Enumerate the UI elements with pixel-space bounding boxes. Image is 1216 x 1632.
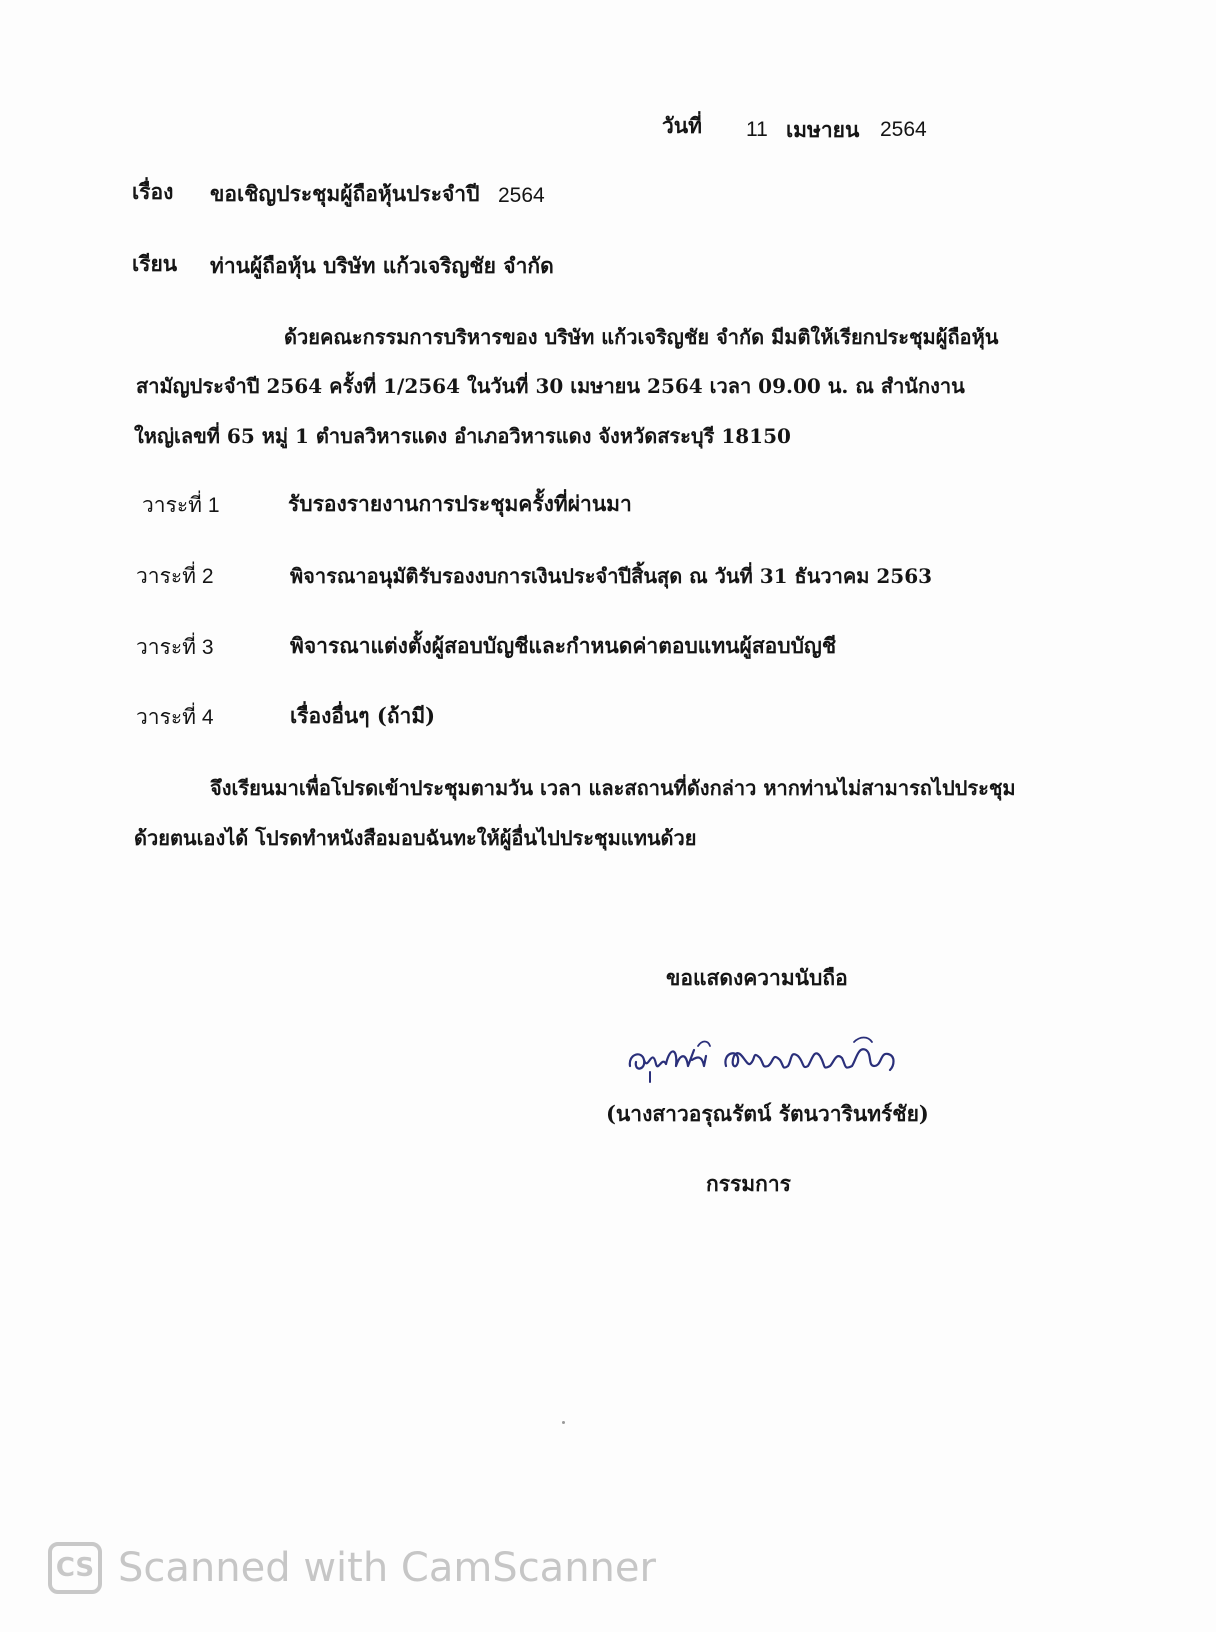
subject-year: 2564 — [498, 184, 545, 207]
body-line-3: ใหญ่เลขที่ 65 หมู่ 1 ตำบลวิหารแดง อำเภอวิหารแดง จังหวัดสระบุรี 18150 — [134, 424, 791, 448]
body-line-2: สามัญประจำปี 2564 ครั้งที่ 1/2564 ในวันที่ 30 เมษายน 2564 เวลา 09.00 น. ณ สำนักงาน — [136, 374, 965, 398]
date-year: 2564 — [880, 118, 927, 141]
date-day: 11 — [746, 118, 768, 141]
camscanner-logo-text: CS — [55, 1553, 95, 1583]
closing-line-2: ด้วยตนเองได้ โปรดทำหนังสือมอบฉันทะให้ผู้อื่นไปประชุมแทนด้วย — [134, 826, 697, 850]
agenda-text-2: พิจารณาอนุมัติรับรองงบการเงินประจำปีสิ้นสุด ณ วันที่ 31 ธันวาคม 2563 — [290, 564, 933, 588]
scan-speck — [562, 1421, 565, 1424]
agenda-text-3: พิจารณาแต่งตั้งผู้สอบบัญชีและกำหนดค่าตอบแทนผู้สอบบัญชี — [290, 633, 837, 658]
closing-line-1: จึงเรียนมาเพื่อโปรดเข้าประชุมตามวัน เวลา และสถานที่ดังกล่าว หากท่านไม่สามารถไปประชุม — [210, 776, 1016, 800]
signer-name: (นางสาวอรุณรัตน์ รัตนวารินทร์ชัย) — [606, 1101, 929, 1126]
agenda-text-1: รับรองรายงานการประชุมครั้งที่ผ่านมา — [288, 491, 632, 516]
regards-text: ขอแสดงความนับถือ — [666, 965, 848, 990]
agenda-label-3: วาระที่ 3 — [136, 636, 214, 659]
subject-text: ขอเชิญประชุมผู้ถือหุ้นประจำปี — [210, 181, 480, 206]
body-line-1: ด้วยคณะกรรมการบริหารของ บริษัท แก้วเจริญชัย จำกัด มีมติให้เรียกประชุมผู้ถือหุ้น — [284, 325, 999, 349]
date-month: เมษายน — [786, 117, 860, 142]
agenda-label-1: วาระที่ 1 — [142, 494, 220, 517]
agenda-text-4: เรื่องอื่นๆ (ถ้ามี) — [290, 703, 436, 728]
signer-position: กรรมการ — [706, 1171, 791, 1196]
subject-label: เรื่อง — [132, 179, 174, 204]
date-label: วันที่ — [662, 113, 702, 138]
camscanner-logo-icon — [48, 1542, 102, 1594]
to-label: เรียน — [132, 251, 178, 276]
agenda-label-4: วาระที่ 4 — [136, 706, 214, 729]
to-text: ท่านผู้ถือหุ้น บริษัท แก้วเจริญชัย จำกัด — [210, 253, 554, 278]
camscanner-watermark — [48, 1540, 656, 1596]
handwritten-signature — [622, 1026, 922, 1086]
agenda-label-2: วาระที่ 2 — [136, 565, 214, 588]
camscanner-text: Scanned with CamScanner — [118, 1545, 656, 1591]
